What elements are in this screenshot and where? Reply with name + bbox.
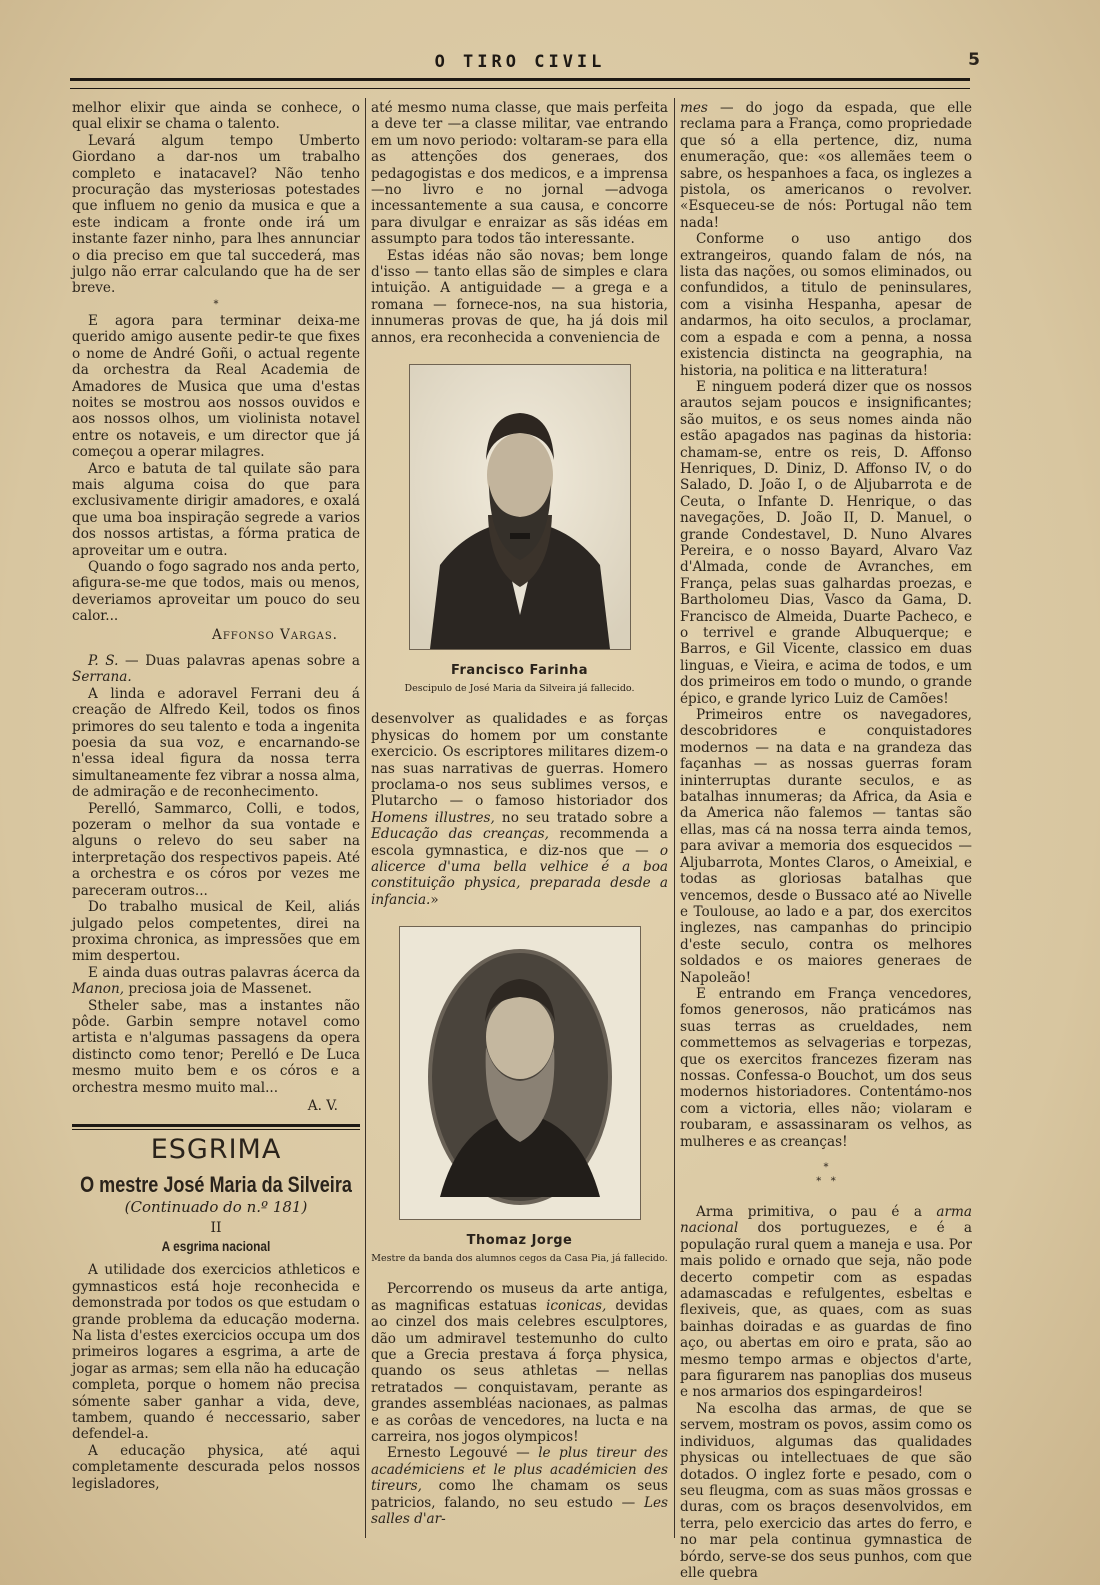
paragraph: Na escolha das armas, de que se servem, mostram os povos, assim como os individuos, algumas das qualidades physicas ou intellectuaes de que são dotados. O inglez forte e pesado, com o seu fleugma, com as suas mãos grossas e duras, com os braços desenvolvidos, em terra, pelo exercicio das artes do ferro, e no mar pela continua gymnastica de bórdo, serve-se dos seus punhos, com que elle quebra (680, 1400, 972, 1581)
text-run: — do jogo da espada, que elle reclama para a França, como propriedade que só a ella pertence, diz, numa enumeração, que: «os allemães teem o sabre, os hespanhoes a faca, os inglezes a pistola, os americanos o revolver. «Esqueceu-se de nós: Portugal não tem nada! (680, 100, 972, 231)
text-run: dos portuguezes, e é a população rural quem a maneja e usa. Por mais polido e ornado que seja, não pode decerto competir com as espadas adamascadas e refulgentes, esbeltas e flexiveis, que, as quaes, com as suas bainhas doiradas e as guardas de fino aço, ou abertas em oiro e prata, são ao mesmo tempo armas e objectos d'arte, para figurarem nas panoplias dos museus e nos armarios dos espingardeiros! (680, 1220, 972, 1401)
text-run: Ernesto Legouvé — (387, 1445, 539, 1462)
italic-term: iconicas, (546, 1297, 607, 1314)
paragraph: Quando o fogo sagrado nos anda perto, afigura-se-me que todos, mais ou menos, deveriamos aproveitar um pouco do seu calor... (72, 558, 360, 625)
text-run: no seu tratado sobre a (494, 809, 668, 826)
initials-signature: A. V. (307, 1097, 338, 1114)
paragraph: Perelló, Sammarco, Colli, e todos, pozeram o melhor da sua vontade e alguns o relevo do seu saber na interpretação dos respectivos papeis. Até a orchestra e os córos por vezes me pareceram outros... (72, 800, 360, 899)
continued-note: (Continuado do n.º 181) (124, 1198, 308, 1217)
masthead (70, 46, 980, 82)
text-run: » (430, 891, 439, 908)
signature: Affonso Vargas. (212, 626, 338, 643)
paragraph: Arco e batuta de tal quilate são para mais alguma coisa do que para exclusivamente dirigir amadores, e oxalá que uma boa inspiração segrede a varios dos nossos artistas, a fórma pratica de aproveitar um e outra. (72, 460, 360, 559)
newspaper-title: O TIRO CIVIL (434, 52, 606, 72)
photo-caption-description: Mestre da banda dos alumnos cegos da Casa Pia, já fallecido. (371, 1253, 668, 1264)
ps-text: — Duas palavras apenas sobre a (118, 653, 361, 669)
text-run: como lhe chamam os seus patricios, falando, no seu estudo — (371, 1478, 668, 1511)
paragraph: E agora para terminar deixa-me querido amigo ausente pedir-te que fixes o nome de André Goñi, o actual regente da orchestra da Real Academia de Amadores de Musica que uma d'estas noites se mostrou aos nossos ouvidos e aos nossos olhos, um violinista notavel entre os notaveis, e um director que já começou a operar milagres. (72, 312, 360, 461)
column-1 (72, 100, 360, 1540)
paragraph (371, 1445, 668, 1527)
paragraph (680, 1204, 972, 1401)
quote: le plus tireur des académiciens et le plus académicien des tireurs, (371, 1445, 668, 1495)
paragraph: A educação physica, até aqui completamente descurada pelos nossos legisladores, (72, 1442, 360, 1492)
text-run: recommenda a escola gymnastica, e diz-nos que — (371, 826, 668, 859)
paragraph (72, 965, 360, 998)
separator-stars: * * (816, 1176, 836, 1187)
paragraph: Estas idéas não são novas; bem longe d'isso — tanto ellas são de simples e clara intuição. A antiguidade — a grega e a romana — fornece-nos, na sua historia, innumeras provas de que, ha já dois mil annos, era reconhecida a conveniencia de (371, 247, 668, 346)
italic-term: arma nacional (680, 1204, 972, 1237)
paragraph (371, 1281, 668, 1445)
quote: o alicerce d'uma bella velhice é a boa constituição physica, preparada desde a infancia. (371, 842, 668, 908)
paragraph: melhor elixir que ainda se conhece, o qual elixir se chama o talento. (72, 100, 360, 133)
text-run: Percorrendo os museus da arte antiga, as magnificas estatuas (371, 1281, 668, 1314)
paragraph: Primeiros entre os navegadores, descobridores e conquistadores modernos — na data e na grandeza das façanhas — as nossas guerras foram ininterruptas durante seculos, e as batalhas innumeras; da Africa, da Asia e da America não falemos — tantas são ellas, mas cá na nossa terra ainda temos, para avivar a memoria dos esquecidos — Aljubarrota, Montes Claros, o Ameixial, e todas as gloriosas batalhas que vencemos, desde o Bussaco até ao Nivelle e Toulouse, ao lado e a par, dos exercitos inglezes, nas campanhas do principio d'este seculo, contra os melhores soldados e os maiores generaes de Napoleão! (680, 707, 972, 986)
column-2 (371, 100, 668, 1540)
paragraph: até mesmo numa classe, que mais perfeita a deve ter —a classe militar, vae entrando em um novo periodo: voltaram-se para ella as attenções dos generaes, dos pedagogistas e dos medicos, e a imprensa —no livro e no jornal —advoga incessantemente a sua causa, e concorre para divulgar e enraizar as sãs idéas em assumpto para todos tão interessante. (371, 100, 668, 248)
paragraph (371, 711, 668, 908)
text-run: preciosa joia de Massenet. (124, 981, 313, 998)
paragraph: E ninguem poderá dizer que os nossos arautos sejam poucos e insignificantes; são muitos, e os seus nomes ainda não estão apagados nas paginas da historia: chamam-se, entre os reis, D. Affonso Henriques, D. Diniz, D. Affonso IV, o do Salado, D. João I, o de Aljubarrota e de Ceuta, o Infante D. Henrique, o das navegações, D. João II, D. Manuel, o grande Condestavel, D. Nuno Alvares Pereira, e o nosso Bayard, Alvaro Vaz d'Almada, conde de Avranches, em França, pelas suas galhardas proezas, e Bartholomeu Dias, Vasco da Gama, D. Francisco de Almeida, Duarte Pacheco, e o terrivel e grande Albuquerque; e Barros, e Gil Vicente, classico em duas linguas, e Vieira, e acima de todos, e um dos primeiros em todo o mundo, o grande épico, e grande lyrico Luiz de Camões! (680, 378, 972, 707)
photo-figure-1 (371, 364, 668, 654)
ps-work: Serrana. (72, 669, 132, 686)
work-title: Educação das creanças, (371, 826, 549, 843)
paragraph: E entrando em França vencedores, fomos generosos, não praticámos nas suas terras as crueldades, nem commettemos as selvagerias e torpezas, que os exercitos francezes fizeram nas nossas. Confessa-o Bouchot, um dos seus modernos historiadores. Contentámo-nos com a victoria, elles não; violaram e roubaram, e assassinaram os velhos, as mulheres e as creanças! (680, 985, 972, 1150)
paragraph (680, 100, 972, 231)
paragraph: Conforme o uso antigo dos extrangeiros, quando falam de nós, na lista das nações, ou somos eliminados, ou confundidos, a titulo de peninsulares, com a visinha Hespanha, apesar de andarmos, ha oito seculos, a proclamar, com a espada e com a penna, a nossa existencia distincta na geographia, na historia, na politica e na litteratura! (680, 231, 972, 379)
text-run: Arma primitiva, o pau é a (696, 1204, 937, 1220)
ps-label: P. S. (88, 653, 119, 669)
paragraph: Stheler sabe, mas a instantes não pôde. Garbin sempre notavel como artista e n'algumas passagens da opera distincto como tenor; Perelló e De Luca mesmo muito bem e os córos e a orchestra mesmo muito mal... (72, 997, 360, 1096)
postscript (72, 653, 360, 686)
paragraph: A linda e adoravel Ferrani deu á creação de Alfredo Keil, todos os finos primores do seu talento e toda a ingenita poesia da sua voz, e encarnando-se n'essa ideal figura da nossa terra simultaneamente fez vibrar a nossa alma, de admiração e de reconhecimento. (72, 685, 360, 801)
column-divider-2 (674, 98, 675, 1538)
section-heading: ESGRIMA (150, 1134, 282, 1166)
text-run: devidas ao cinzel dos mais celebres esculptores, dão um admiravel testemunho do culto que a Grecia prestava á força physica, quando os seus athletas — nellas retratados — conquistavam, perante as grandes assembléas nacionaes, as palmas e as corôas de vencedores, na lucta e na carreira, nos jogos olympicos! (371, 1297, 668, 1446)
work-title: Homens illustres, (371, 809, 495, 826)
separator-star: * (823, 1162, 829, 1173)
column-3 (680, 100, 972, 1581)
article-subheading: A esgrima nacional (161, 1238, 271, 1254)
photo-caption-name: Francisco Farinha (450, 662, 589, 678)
paragraph: Do trabalho musical de Keil, aliás julgado pelos competentes, direi na proxima chronica, as impressões que em mim despertou. (72, 899, 360, 965)
article-title: O mestre José Maria da Silveira (80, 1171, 352, 1197)
photo-caption-name: Thomaz Jorge (466, 1232, 573, 1248)
work-title: Les salles d'ar- (371, 1494, 668, 1528)
text-run: E ainda duas outras palavras ácerca da (88, 964, 360, 981)
photo-figure-2 (371, 926, 668, 1224)
column-divider-1 (365, 98, 366, 1538)
text-run: desenvolver as qualidades e as forças physicas do homem por um constante exercicio. Os escriptores militares dizem-o nas suas narrativas de guerras. Homero proclama-o nos seus sublimes versos, e Plutarcho — o famoso historiador dos (371, 711, 668, 810)
paragraph: A utilidade dos exercicios athleticos e gymnasticos está hoje reconhecida e demonstrada por todos os que estudam o grande problema da educação moderna. Na lista d'estes exercicios occupa um dos primeiros logares a esgrima, a arte de jogar as armas; sem ella não ha educação completa, porque o homem não precisa sómente saber ganhar a vida, deve, tambem, quando é neccessario, saber defendel-a. (72, 1262, 360, 1443)
section-rule (72, 1124, 360, 1130)
photo-caption-description: Descipulo de José Maria da Silveira já fallecido. (404, 682, 635, 694)
chapter-number: II (210, 1219, 222, 1236)
work-title: mes (680, 100, 708, 116)
header-rule (70, 78, 970, 89)
portrait-photo-thomaz-jorge (399, 926, 641, 1220)
separator-star: * (213, 298, 219, 310)
portrait-photo-francisco-farinha (409, 364, 631, 650)
work-title: Manon, (72, 981, 125, 998)
page-number: 5 (968, 50, 980, 70)
paragraph: Levará algum tempo Umberto Giordano a dar-nos um trabalho completo e inatacavel? Não tenho procuração das mysteriosas potestades que influem no genio da musica e que a este indicam a fronte onde irá um instante fazer ninho, para lhes annunciar o dia preciso em que tal succederá, mas julgo não errar calculando que ha de ser breve. (72, 132, 360, 297)
